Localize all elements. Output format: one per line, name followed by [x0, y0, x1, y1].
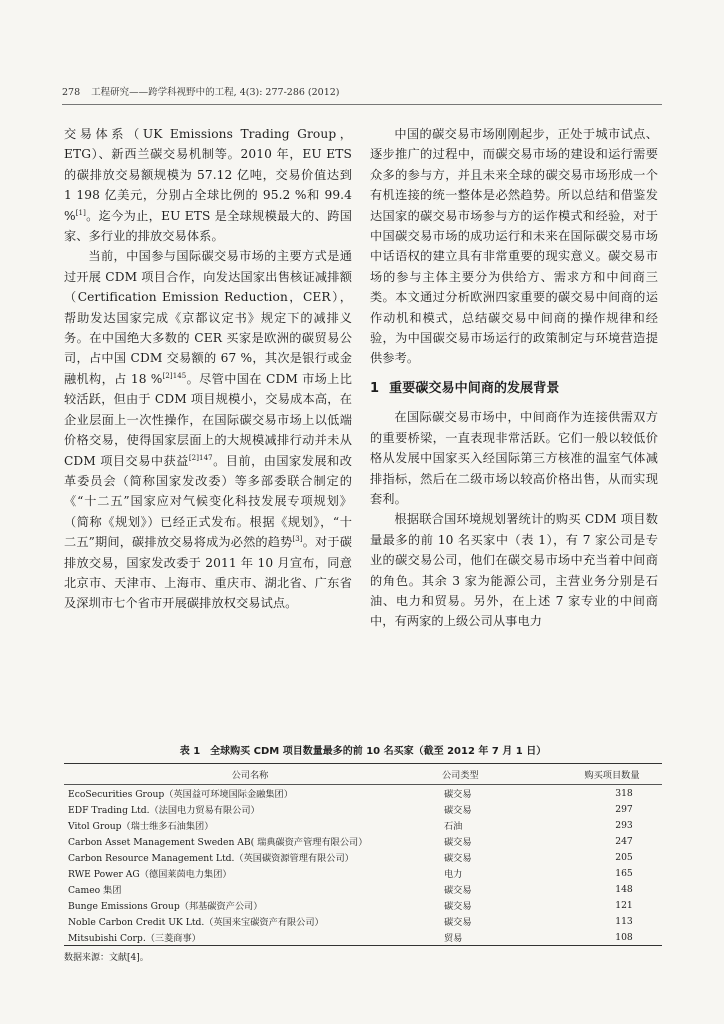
company-type-cell: 碳交易: [444, 837, 472, 848]
running-title: 工程研究——跨学科视野中的工程, 4(3): 277-286 (2012): [91, 87, 340, 98]
company-name-cell: Bunge Emissions Group（邦基碳资产公司）: [68, 901, 263, 912]
company-type-cell: 碳交易: [444, 917, 472, 928]
project-count-cell: 247: [615, 835, 633, 847]
paragraph: 在国际碳交易市场中，中间商作为连接供需双方的重要桥梁，一直表现非常活跃。它们一般以较低价格从发展中国家买入经国际第三方核准的温室气体减排指标，然后在二级市场以较高价格出售，从而实现套利。: [370, 410, 658, 506]
citation: [2]147: [188, 453, 213, 462]
company-type-cell: 贸易: [444, 933, 463, 944]
paragraph: 交易体系（UK Emissions Trading Group，ETG）、新西兰碳交易机制等。2010 年，EU ETS 的碳排放交易额规模为 57.12 亿吨，交易价值达到 1 198 亿美元，分别占全球比例的 95.2 %和 99.4 %[1]。迄今为止，EU ETS 是全球规模最大的、跨国家、多行业的排放交易体系。: [64, 127, 352, 244]
table-row: [64, 913, 662, 929]
table-row: [64, 785, 662, 802]
company-type-cell: 电力: [444, 869, 463, 880]
column-header: 购买项目数量: [584, 770, 640, 781]
company-name-cell: Cameo 集团: [68, 885, 122, 896]
right-column: [370, 124, 658, 632]
company-name-cell: EDF Trading Ltd.（法国电力贸易有限公司）: [68, 805, 260, 816]
table-row: [64, 817, 662, 833]
running-header: [62, 84, 662, 98]
citation: [3]: [292, 535, 303, 544]
table-row: [64, 881, 662, 897]
company-type-cell: 碳交易: [444, 853, 472, 864]
project-count-cell: 318: [615, 787, 633, 799]
company-name-cell: Mitsubishi Corp.（三菱商事）: [68, 933, 201, 944]
section-heading: [370, 379, 658, 399]
left-column: [64, 124, 352, 614]
table-row: [64, 801, 662, 817]
table-1: [64, 742, 662, 963]
paragraph: 当前，中国参与国际碳交易市场的主要方式是通过开展 CDM 项目合作，向发达国家出售核证减排额（Certification Emission Reduction，CER），帮助发达国家完成《京都议定书》规定下的减排义务。在中国绝大多数的 CER 买家是欧洲的碳贸易公司，占中国 CDM 交易额的 67 %，其次是银行或金融机构，占 18 %$^{[2]145}$。尽管中国在 CDM 市场上比较活跃，但由于 CDM 项目规模小，交易成本高，在企业层面上一次性操作，在国际碳交易市场上以低端价格交易，使得国家层面上的大规模减排行动并未从 CDM 项目交易中获益$^{[2]147}$。目前，由国家发展和改革委员会（简称国家发改委）等多部委联合制定的《“十二五”国家应对气候变化科技发展专项规划》（简称《规划》）已经正式发布。根据《规划》，“十二五”期间，碳排放交易将成为必然的趋势[3]。对于碳排放交易，国家发改委于 2011 年 10 月宣布，同意北京市、天津市、上海市、重庆市、湖北省、广东省及深圳市七个省市开展碳排放权交易试点。: [64, 249, 352, 611]
project-count-cell: 205: [615, 851, 633, 863]
table-row: [64, 865, 662, 881]
citation: [2]145: [162, 371, 187, 380]
project-count-cell: 297: [615, 803, 633, 815]
project-count-cell: 108: [615, 931, 633, 943]
project-count-cell: 165: [615, 867, 633, 879]
table-row: [64, 897, 662, 913]
buyers-table: [64, 763, 662, 946]
company-name-cell: EcoSecurities Group（英国益可环境国际金融集团）: [68, 789, 293, 800]
page-number: 278: [62, 87, 81, 98]
section-number: 1: [370, 380, 380, 396]
company-name-cell: Vitol Group（瑞士维多石油集团）: [68, 821, 214, 832]
table-header-row: [64, 764, 662, 785]
table-source: 数据来源：文献[4]。: [64, 953, 149, 963]
company-name-cell: RWE Power AG（德国莱茵电力集团）: [68, 869, 232, 880]
project-count-cell: 113: [615, 915, 633, 927]
project-count-cell: 293: [615, 819, 633, 831]
header-rule: [62, 104, 662, 105]
company-name-cell: Carbon Resource Management Ltd.（英国碳资源管理有限公司）: [68, 853, 354, 864]
company-type-cell: 石油: [444, 821, 463, 832]
table-row: [64, 833, 662, 849]
company-type-cell: 碳交易: [444, 901, 472, 912]
paragraph: 根据联合国环境规划署统计的购买 CDM 项目数量最多的前 10 名买家中（表 1），有 7 家公司是专业的碳交易公司，他们在碳交易市场中充当着中间商的角色。其余 3 家为能源公司，主营业务分别是石油、电力和贸易。另外，在上述 7 家专业的中间商中，有两家的上级公司从事电力: [370, 512, 658, 629]
citation: [1]: [75, 208, 86, 217]
project-count-cell: 121: [615, 899, 633, 911]
company-name-cell: Noble Carbon Credit UK Ltd.（英国来宝碳资产有限公司）: [68, 917, 324, 928]
company-name-cell: Carbon Asset Management Sweden AB( 瑞典碳资产管理有限公司）: [68, 837, 368, 848]
section-title: 重要碳交易中间商的发展背景: [389, 380, 560, 396]
company-type-cell: 碳交易: [444, 805, 472, 816]
paragraph: 中国的碳交易市场刚刚起步，正处于城市试点、逐步推广的过程中，而碳交易市场的建设和运行需要众多的参与方，并且未来全球的碳交易市场形成一个有机连接的统一整体是必然趋势。所以总结和借鉴发达国家的碳交易市场参与方的运作模式和经验，对于中国碳交易市场的成功运行和未来在国际碳交易市场中话语权的建立具有非常重要的现实意义。碳交易市场的参与主体主要分为供给方、需求方和中间商三类。本文通过分析欧洲四家重要的碳交易中间商的运作动机和模式，总结碳交易中间商的操作规律和经验，为中国碳交易市场运行的政策制定与环境营造提供参考。: [370, 127, 658, 366]
company-type-cell: 碳交易: [444, 885, 472, 896]
table-caption: 表 1 全球购买 CDM 项目数量最多的前 10 名买家（截至 2012 年 7 月 1 日）: [179, 746, 547, 757]
column-header: 公司名称: [231, 770, 269, 781]
column-header: 公司类型: [442, 770, 479, 781]
table-row: [64, 849, 662, 865]
company-type-cell: 碳交易: [444, 789, 472, 800]
project-count-cell: 148: [615, 883, 633, 895]
table-row: [64, 929, 662, 946]
